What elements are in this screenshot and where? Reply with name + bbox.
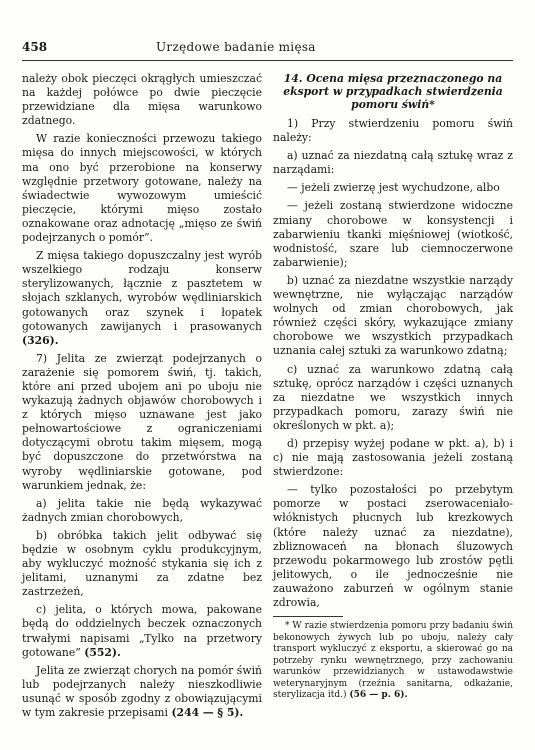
section-heading: 14. Ocena mięsa przeznaczonego na eksport w przypadkach stwierdzenia pomoru świń* bbox=[283, 72, 503, 111]
paragraph: b) uznać za niezdatne wszystkie narządy wewnętrzne, nie wyłączając narządów wolnych od zmian chorobowych, jak również części skóry, wykazujące zmiany chorobowe we wszystkich przypadkach uznania całej sztuki za warunkowo zdatną; bbox=[273, 273, 513, 358]
paragraph: W razie konieczności przewozu takiego mięsa do innych miejscowości, w których ma ono być przerobione na konserwy względnie przetwory gotowane, należy na świadectwie wywozowym umieścić pieczęcie, którymi mięso zostało oznakowane oraz adnotację „mięso ze świń podejrzanych o pomór”. bbox=[22, 132, 262, 245]
paragraph: 7) Jelita ze zwierząt podejrzanych o zarażenie się pomorem świń, tj. takich, które ani przed ubojem ani po uboju nie wykazują żadnych objawów chorobowych i z których mięso uznawane jest jako pełnowartościowe z ograniczeniami dotyczącymi obrotu takim mięsem, mogą być dopuszczone do przetwórstwa na wyroby wędliniarskie gotowane, pod warunkiem jednak, że: bbox=[22, 351, 262, 492]
paragraph: a) uznać za niezdatną całą sztukę wraz z narządami: bbox=[273, 149, 513, 177]
paragraph: d) przepisy wyżej podane w pkt. a), b) i c) nie mają zastosowania jeżeli zostaną stwierdzone: bbox=[273, 436, 513, 479]
right-column bbox=[273, 72, 513, 706]
paragraph: — jeżeli zostaną stwierdzone widoczne zmiany chorobowe w konsystencji i zabarwieniu tkanki mięśniowej (wiotkość, wodnistość, szare lub ciemnoczerwone zabarwienie); bbox=[273, 199, 513, 269]
reference: (244 — § 5). bbox=[171, 706, 244, 720]
paragraph bbox=[22, 249, 262, 348]
reference: (326). bbox=[22, 333, 59, 347]
paragraph: 1) Przy stwierdzeniu pomoru świń należy: bbox=[273, 117, 513, 145]
paragraph bbox=[22, 664, 262, 720]
footnote-text: * W razie stwierdzenia pomoru przy badaniu świń bekonowych żywych lub po uboju, należy cały transport wykluczyć z eksportu, a skierować go na potrzeby rynku wewnętrznego, przy zachowaniu warunków przewidzianych w ustawodawstwie weterynaryjnym (rzeźnia sanitarna, odkażanie, sterylizacja itd.) bbox=[273, 621, 513, 701]
paragraph: a) jelita takie nie będą wykazywać żadnych zmian chorobowych, bbox=[22, 496, 262, 524]
paragraph: — tylko pozostałości po przebytym pomorze w postaci zserowaceniało-włóknistych płucnych lub krezkowych (które należy uznać za niezdatne), zbliznowaceń na błonach śluzowych przewodu pokarmowego lub zrostów pętli jelitowych, o ile jednocześnie nie zauważono zaburzeń w ogólnym stanie zdrowia, bbox=[273, 483, 513, 609]
paragraph-text: Z mięsa takiego dopuszczalny jest wyrób wszelkiego rodzaju konserw sterylizowanych, łącznie z pasztetem w słojach szklanych, wyrobów wędliniarskich gotowanych oraz szynek i łopatek gotowanych zawijanych i prasowanych bbox=[22, 249, 262, 333]
reference: (56 — p. 6). bbox=[349, 690, 408, 701]
paragraph-text: c) jelita, o których mowa, pakowane będą do oddzielnych beczek oznaczonych trwałymi napisami „Tylko na przetwory gotowane” bbox=[22, 603, 262, 659]
paragraph-text: Jelita ze zwierząt chorych na pomór świń lub podejrzanych należy nieszkodliwie usunąć w sposób zgodny z obowiązującymi w tym zakresie przepisami bbox=[22, 663, 262, 720]
left-column bbox=[22, 72, 262, 724]
paragraph: — jeżeli zwierzę jest wychudzone, albo bbox=[287, 181, 500, 195]
page-number: 458 bbox=[22, 40, 48, 54]
reference: (552). bbox=[84, 645, 121, 659]
paragraph: należy obok pieczęci okrągłych umieszczać na każdej połówce po dwie pieczęcie przewidziane dla mięsa warunkowo zdatnego. bbox=[22, 72, 262, 128]
paragraph: c) uznać za warunkowo zdatną całą sztukę, oprócz narządów i części uznanych za niezdatne we wszystkich innych przypadkach pomoru, zarazy świń nie określonych w pkt. a); bbox=[273, 362, 513, 432]
footnote-divider bbox=[273, 616, 343, 617]
running-title: Urzędowe badanie mięsa bbox=[156, 40, 316, 54]
paragraph bbox=[22, 603, 262, 659]
running-header bbox=[22, 40, 513, 61]
footnote bbox=[273, 621, 513, 702]
paragraph: b) obróbka takich jelit odbywać się będzie w osobnym cyklu produkcyjnym, aby wykluczyć możność stykania się ich z jelitami, uznanymi za zdatne bez zastrzeżeń, bbox=[22, 528, 262, 599]
